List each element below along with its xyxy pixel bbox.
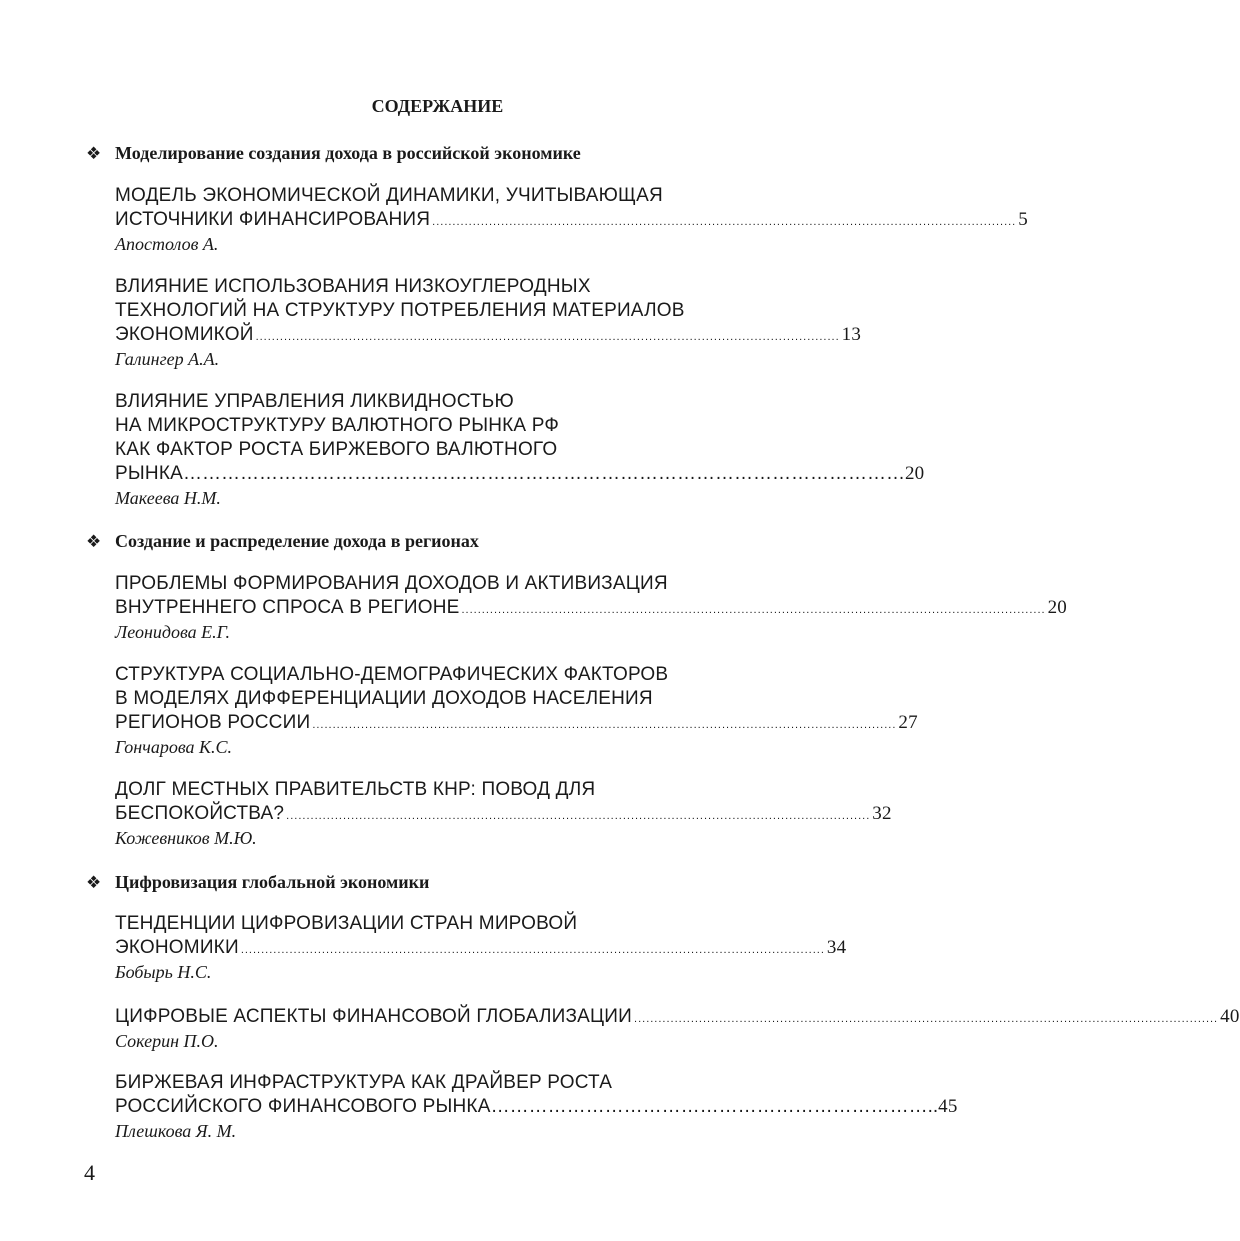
entry-title-line: КАК ФАКТОР РОСТА БИРЖЕВОГО ВАЛЮТНОГО — [115, 439, 558, 460]
entry-title-last-line — [115, 596, 1067, 620]
page-title: СОДЕРЖАНИЕ — [371, 96, 504, 116]
entry-title-last-line — [115, 1095, 958, 1119]
section-heading — [86, 142, 786, 165]
entry-title-last-line — [115, 208, 1028, 232]
entry-author: Кожевников М.Ю. — [115, 828, 257, 848]
diamond-bullet-icon: ❖ — [86, 144, 102, 163]
toc-entry — [115, 275, 862, 371]
entry-title-last-line — [115, 1005, 1240, 1029]
diamond-bullet-icon: ❖ — [86, 873, 102, 892]
entry-page-number: 32 — [872, 803, 892, 824]
entry-title-text: ЦИФРОВЫЕ АСПЕКТЫ ФИНАНСОВОЙ ГЛОБАЛИЗАЦИИ — [115, 1006, 633, 1027]
diamond-bullet-icon: ❖ — [86, 532, 102, 551]
entry-author: Макеева Н.М. — [115, 488, 221, 508]
toc-entry — [115, 663, 918, 759]
entry-page-number: 40 — [1220, 1006, 1240, 1027]
toc-entry — [115, 778, 892, 850]
section-heading — [86, 871, 786, 894]
toc-entry — [115, 912, 847, 984]
toc-entry — [115, 572, 1067, 644]
entry-title-line: ВЛИЯНИЕ УПРАВЛЕНИЯ ЛИКВИДНОСТЬЮ — [115, 391, 514, 412]
entry-author: Сокерин П.О. — [115, 1031, 219, 1051]
entry-author: Леонидова Е.Г. — [115, 622, 231, 642]
entry-page-number: 5 — [1018, 209, 1028, 230]
toc-entry — [115, 1071, 958, 1143]
entry-title-text: ВНУТРЕННЕГО СПРОСА В РЕГИОНЕ — [115, 597, 460, 618]
section-heading-text: Моделирование создания дохода в российской экономике — [115, 143, 581, 163]
entry-title-line: В МОДЕЛЯХ ДИФФЕРЕНЦИАЦИИ ДОХОДОВ НАСЕЛЕНИЯ — [115, 688, 653, 709]
toc-entry — [115, 1005, 1240, 1053]
dot-leader: ................................................................................................................................................ — [461, 604, 1046, 616]
entry-title-line: БИРЖЕВАЯ ИНФРАСТРУКТУРА КАК ДРАЙВЕР РОСТА — [115, 1072, 613, 1093]
entry-title-last-line — [115, 711, 918, 735]
entry-title-text: РЕГИОНОВ РОССИИ — [115, 712, 311, 733]
entry-title-text: ЭКОНОМИКИ — [115, 937, 239, 958]
entry-page-number: 34 — [826, 937, 847, 958]
entry-page-number: 45 — [938, 1096, 958, 1117]
entry-title-line: ПРОБЛЕМЫ ФОРМИРОВАНИЯ ДОХОДОВ И АКТИВИЗАЦИЯ — [115, 573, 668, 594]
entry-title-text: ИСТОЧНИКИ ФИНАНСИРОВАНИЯ — [115, 209, 431, 230]
entry-title-text: БЕСПОКОЙСТВА? — [115, 803, 285, 824]
section-heading-text: Создание и распределение дохода в регионах — [115, 531, 479, 551]
entry-author: Галингер А.А. — [115, 349, 220, 369]
dot-leader: …………………………………………………………………………………………………… — [182, 463, 905, 484]
dot-leader: ................................................................................................................................................ — [634, 1013, 1219, 1025]
entry-title-last-line — [115, 323, 862, 347]
page-number: 4 — [84, 1160, 95, 1185]
dot-leader: ................................................................................................................................................ — [432, 216, 1017, 228]
entry-title-text: РОССИЙСКОГО ФИНАНСОВОГО РЫНКА — [115, 1096, 491, 1117]
section-heading-text: Цифровизация глобальной экономики — [115, 872, 430, 892]
toc-entry — [115, 184, 1028, 256]
entry-author: Плешкова Я. М. — [115, 1121, 237, 1141]
entry-title-line: НА МИКРОСТРУКТУРУ ВАЛЮТНОГО РЫНКА РФ — [115, 415, 560, 436]
entry-title-line: ВЛИЯНИЕ ИСПОЛЬЗОВАНИЯ НИЗКОУГЛЕРОДНЫХ — [115, 276, 591, 297]
entry-page-number: 27 — [898, 712, 918, 733]
toc-entry — [115, 390, 925, 510]
dot-leader: ................................................................................................................................................ — [240, 944, 825, 956]
entry-page-number: 20 — [904, 463, 925, 484]
entry-title-line: МОДЕЛЬ ЭКОНОМИЧЕСКОЙ ДИНАМИКИ, УЧИТЫВАЮЩАЯ — [115, 185, 663, 206]
entry-title-text: ЭКОНОМИКОЙ — [115, 324, 254, 345]
entry-title-line: ТЕНДЕНЦИИ ЦИФРОВИЗАЦИИ СТРАН МИРОВОЙ — [115, 913, 578, 934]
entry-title-last-line — [115, 802, 892, 826]
dot-leader: ................................................................................................................................................ — [255, 331, 840, 343]
entry-title-last-line — [115, 936, 847, 960]
entry-title-line: ТЕХНОЛОГИЙ НА СТРУКТУРУ ПОТРЕБЛЕНИЯ МАТЕРИАЛОВ — [115, 300, 685, 321]
entry-page-number: 13 — [841, 324, 862, 345]
section-heading — [86, 530, 786, 553]
dot-leader: ................................................................................................................................................ — [312, 719, 897, 731]
entry-title-line: ДОЛГ МЕСТНЫХ ПРАВИТЕЛЬСТВ КНР: ПОВОД ДЛЯ — [115, 779, 596, 800]
entry-title-text: РЫНКА — [115, 463, 183, 484]
entry-author: Гончарова К.С. — [115, 737, 232, 757]
entry-author: Апостолов А. — [115, 234, 219, 254]
dot-leader: …………………………………………………………….. — [490, 1096, 939, 1117]
entry-title-last-line — [115, 462, 925, 486]
entry-author: Бобырь Н.С. — [115, 962, 212, 982]
entry-title-line: СТРУКТУРА СОЦИАЛЬНО-ДЕМОГРАФИЧЕСКИХ ФАКТОРОВ — [115, 664, 669, 685]
entry-page-number: 20 — [1047, 597, 1067, 618]
dot-leader: ................................................................................................................................................ — [286, 810, 871, 822]
